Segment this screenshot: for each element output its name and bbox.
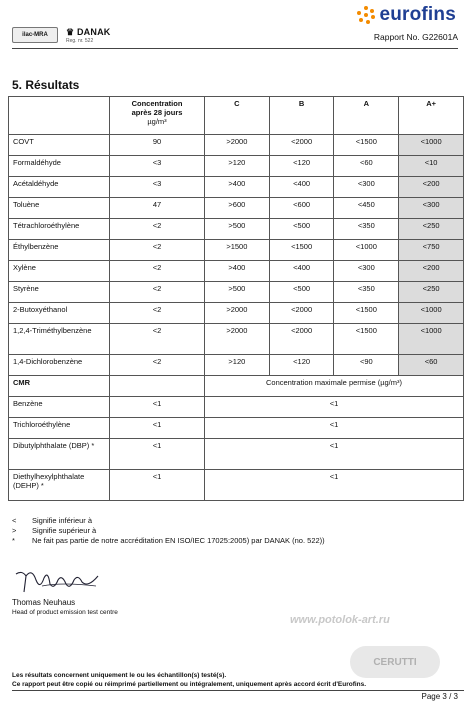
concentration-cell: <2: [110, 303, 205, 324]
table-row: [9, 219, 464, 240]
class-b-cell: <2000: [269, 324, 334, 355]
table-row: [9, 439, 464, 470]
class-c-cell: >500: [205, 282, 270, 303]
table-row: [9, 135, 464, 156]
danak-logo-text: DANAK: [76, 26, 111, 37]
substance-cell: Trichloroéthylène: [9, 418, 110, 439]
table-header-row: [9, 97, 464, 135]
max-permitted-cell: <1: [205, 397, 464, 418]
class-c-cell: >120: [205, 355, 270, 376]
danak-reg-number: Reg. nr. 522: [66, 37, 94, 44]
report-number: Rapport No. G22601A: [373, 32, 458, 42]
concentration-cell: <2: [110, 282, 205, 303]
substance-cell: Styrène: [9, 282, 110, 303]
substance-cell: Tétrachloroéthylène: [9, 219, 110, 240]
footnotes: [12, 516, 325, 546]
class-a-cell: <450: [334, 198, 399, 219]
substance-cell: Acétaldéhyde: [9, 177, 110, 198]
max-permitted-cell: <1: [205, 470, 464, 501]
class-c-cell: >500: [205, 219, 270, 240]
class-b-cell: <120: [269, 156, 334, 177]
class-c-cell: >2000: [205, 324, 270, 355]
class-a-cell: <1500: [334, 303, 399, 324]
signatory-title: Head of product emission test centre: [12, 609, 118, 616]
class-aplus-cell: <250: [399, 282, 464, 303]
class-c-cell: >120: [205, 156, 270, 177]
concentration-cell: 47: [110, 198, 205, 219]
concentration-cell: <3: [110, 156, 205, 177]
concentration-cell: <3: [110, 177, 205, 198]
table-row: [9, 282, 464, 303]
class-a-cell: <300: [334, 261, 399, 282]
class-a-cell: <300: [334, 177, 399, 198]
header-divider: [12, 48, 458, 49]
handwritten-signature: [12, 566, 102, 596]
eurofins-dots-icon: [357, 6, 375, 24]
cmr-empty-cell: [110, 376, 205, 397]
header-concentration-label: Concentration après 28 jours: [131, 99, 183, 117]
class-a-cell: <350: [334, 282, 399, 303]
header-cell-class-aplus: A+: [399, 97, 464, 135]
class-a-cell: <60: [334, 156, 399, 177]
class-b-cell: <120: [269, 355, 334, 376]
cmr-label: CMR: [9, 376, 110, 397]
class-b-cell: <2000: [269, 303, 334, 324]
class-b-cell: <1500: [269, 240, 334, 261]
substance-cell: 2-Butoxyéthanol: [9, 303, 110, 324]
concentration-cell: <2: [110, 261, 205, 282]
results-table: [8, 96, 464, 501]
substance-cell: COVT: [9, 135, 110, 156]
concentration-cell: <2: [110, 324, 205, 355]
class-b-cell: <400: [269, 177, 334, 198]
class-a-cell: <350: [334, 219, 399, 240]
substance-cell: Diethylhexylphthalate (DEHP) *: [9, 470, 110, 501]
class-c-cell: >600: [205, 198, 270, 219]
max-permitted-cell: <1: [205, 439, 464, 470]
substance-cell: 1,4-Dichlorobenzène: [9, 355, 110, 376]
eurofins-wordmark: eurofins: [379, 4, 456, 25]
class-c-cell: >2000: [205, 135, 270, 156]
class-aplus-cell: <10: [399, 156, 464, 177]
concentration-cell: <2: [110, 355, 205, 376]
class-a-cell: <1000: [334, 240, 399, 261]
header-cell-substance: [9, 97, 110, 135]
concentration-cell: <1: [110, 397, 205, 418]
class-aplus-cell: <1000: [399, 303, 464, 324]
class-a-cell: <1500: [334, 135, 399, 156]
class-c-cell: >2000: [205, 303, 270, 324]
table-row: [9, 355, 464, 376]
header-cell-class-c: C: [205, 97, 270, 135]
substance-cell: Toluène: [9, 198, 110, 219]
watermark-text: www.potolok-art.ru: [290, 614, 390, 626]
substance-cell: Dibutylphthalate (DBP) *: [9, 439, 110, 470]
footnote: > Signifie supérieur à: [12, 526, 97, 535]
table-row: [9, 470, 464, 501]
header-cell-class-b: B: [269, 97, 334, 135]
footer-disclaimer-2: Ce rapport peut être copié ou réimprimé partiellement ou intégralement, uniquement après accord écrit d'Eurofins.: [12, 681, 367, 688]
eurofins-logo: [357, 4, 456, 26]
class-c-cell: >1500: [205, 240, 270, 261]
class-b-cell: <500: [269, 219, 334, 240]
footer-disclaimer-1: Les résultats concernent uniquement le ou les échantillon(s) testé(s).: [12, 672, 227, 679]
ilac-mra-logo: ilac-MRA: [12, 27, 58, 43]
table-row: [9, 418, 464, 439]
class-aplus-cell: <1000: [399, 135, 464, 156]
substance-cell: Formaldéhyde: [9, 156, 110, 177]
cmr-max-header: Concentration maximale permise (µg/m³): [205, 376, 464, 397]
class-a-cell: <1500: [334, 324, 399, 355]
concentration-cell: 90: [110, 135, 205, 156]
footer-divider: [12, 690, 464, 691]
table-row: [9, 261, 464, 282]
table-row: [9, 397, 464, 418]
class-aplus-cell: <300: [399, 198, 464, 219]
table-row: [9, 177, 464, 198]
table-row: [9, 240, 464, 261]
signatory-name: Thomas Neuhaus: [12, 598, 76, 607]
substance-cell: Éthylbenzène: [9, 240, 110, 261]
section-title: 5. Résultats: [12, 78, 80, 92]
class-b-cell: <2000: [269, 135, 334, 156]
footnote: < Signifie inférieur à: [12, 516, 93, 525]
class-b-cell: <600: [269, 198, 334, 219]
danak-logo: [66, 27, 110, 44]
class-aplus-cell: <1000: [399, 324, 464, 355]
substance-cell: Benzène: [9, 397, 110, 418]
table-row: [9, 156, 464, 177]
header-concentration-unit: µg/m³: [147, 117, 167, 126]
cmr-header-row: [9, 376, 464, 397]
page-number: Page 3 / 3: [421, 692, 458, 701]
footnote: * Ne fait pas partie de notre accréditation EN ISO/IEC 17025:2005) par DANAK (no. 522)): [12, 536, 325, 545]
class-aplus-cell: <250: [399, 219, 464, 240]
concentration-cell: <1: [110, 439, 205, 470]
class-aplus-cell: <750: [399, 240, 464, 261]
class-a-cell: <90: [334, 355, 399, 376]
substance-cell: Xylène: [9, 261, 110, 282]
class-aplus-cell: <200: [399, 261, 464, 282]
cerutti-logo: CERUTTI: [350, 646, 440, 678]
table-row: [9, 324, 464, 355]
class-c-cell: >400: [205, 261, 270, 282]
table-row: [9, 198, 464, 219]
substance-cell: 1,2,4-Triméthylbenzène: [9, 324, 110, 355]
accreditation-logos: [12, 26, 110, 44]
class-c-cell: >400: [205, 177, 270, 198]
concentration-cell: <1: [110, 470, 205, 501]
max-permitted-cell: <1: [205, 418, 464, 439]
header-cell-class-a: A: [334, 97, 399, 135]
concentration-cell: <2: [110, 240, 205, 261]
class-b-cell: <500: [269, 282, 334, 303]
table-row: [9, 303, 464, 324]
class-aplus-cell: <200: [399, 177, 464, 198]
concentration-cell: <2: [110, 219, 205, 240]
class-aplus-cell: <60: [399, 355, 464, 376]
header-cell-concentration: [110, 97, 205, 135]
concentration-cell: <1: [110, 418, 205, 439]
crown-icon: ♛: [66, 26, 75, 37]
class-b-cell: <400: [269, 261, 334, 282]
